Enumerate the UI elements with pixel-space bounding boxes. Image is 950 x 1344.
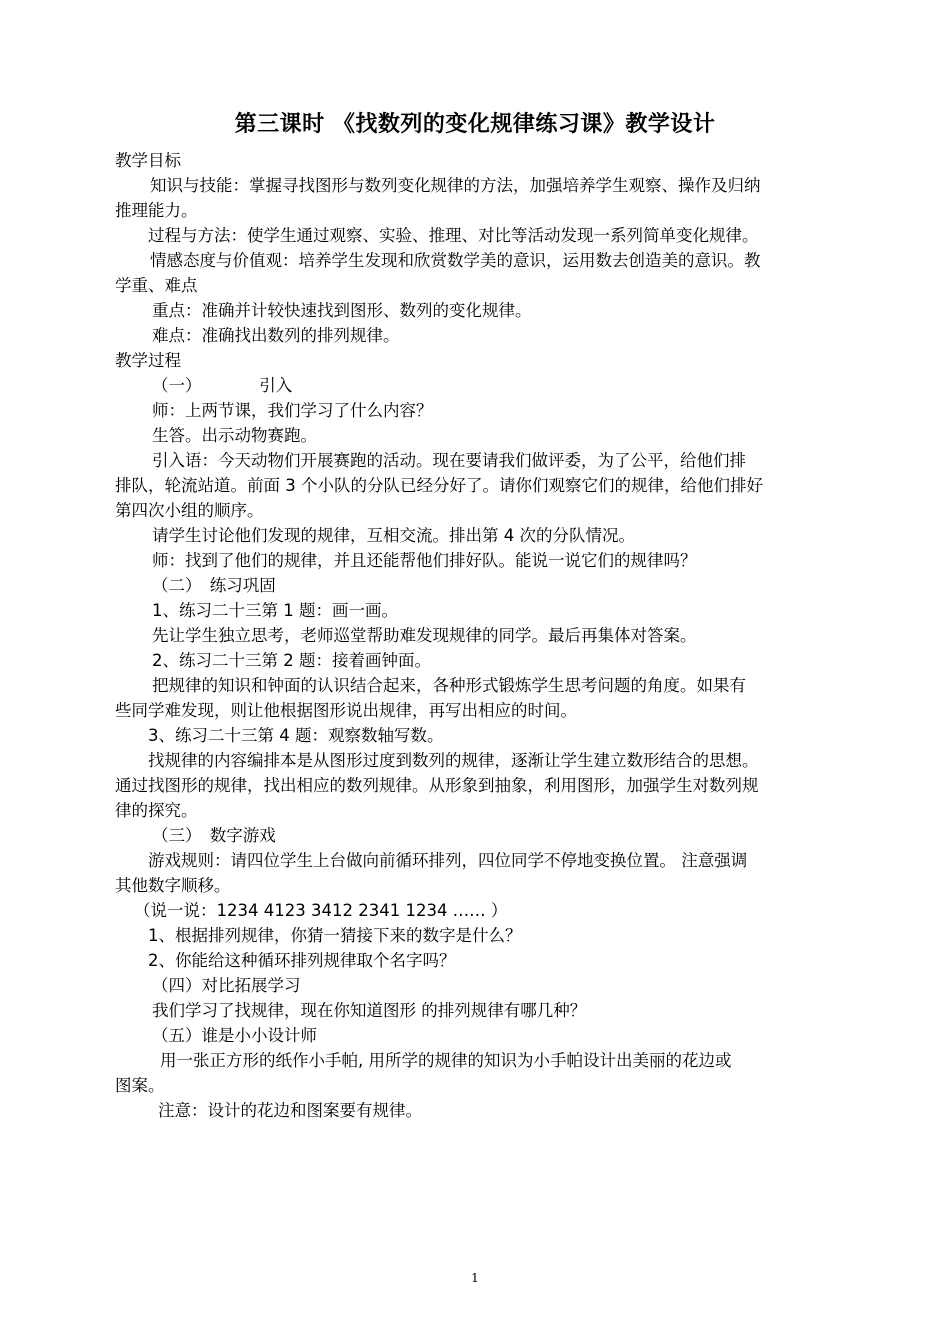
- paragraph-line: 1、练习二十三第 1 题：画一画。: [152, 601, 398, 620]
- paragraph-line: 3、练习二十三第 4 题：观察数轴写数。: [148, 726, 444, 745]
- paragraph-line: 难点：准确找出数列的排列规律。: [152, 326, 400, 345]
- paragraph-line: 找规律的内容编排本是从图形过度到数列的规律，逐渐让学生建立数形结合的思想。: [148, 751, 759, 770]
- page-number: 1: [471, 1271, 479, 1285]
- paragraph-line: 1、根据排列规律，你猜一猜接下来的数字是什么？: [148, 926, 522, 945]
- paragraph-line: 其他数字顺移。: [115, 876, 231, 895]
- paragraph-line: 引入语：今天动物们开展赛跑的活动。现在要请我们做评委，为了公平，给他们排: [152, 451, 746, 470]
- paragraph-line: （说一说：1234 4123 3412 2341 1234 …… ）: [134, 901, 508, 920]
- paragraph-line: 图案。: [115, 1076, 165, 1095]
- paragraph-line: 师：找到了他们的规律，并且还能帮他们排好队。能说一说它们的规律吗？: [152, 551, 697, 570]
- subsection-heading: （五）谁是小小设计师: [152, 1026, 317, 1045]
- subsection-heading: （三） 数字游戏: [152, 826, 276, 845]
- paragraph-line: 排队，轮流站道。前面 3 个小队的分队已经分好了。请你们观察它们的规律，给他们排好: [115, 476, 763, 495]
- subsection-heading: （二） 练习巩固: [152, 576, 276, 595]
- subsection-heading: （四）对比拓展学习: [152, 976, 301, 995]
- paragraph-line: 学重、难点: [115, 276, 198, 295]
- subsection-heading: （一） 引入: [152, 376, 293, 395]
- paragraph-line: 注意：设计的花边和图案要有规律。: [158, 1101, 422, 1120]
- paragraph-line: 生答。出示动物赛跑。: [152, 426, 317, 445]
- paragraph-line: 知识与技能：掌握寻找图形与数列变化规律的方法，加强培养学生观察、操作及归纳: [150, 176, 761, 195]
- document-title: 第三课时 《找数列的变化规律练习课》教学设计: [234, 112, 716, 137]
- paragraph-line: 2、你能给这种循环排列规律取个名字吗？: [148, 951, 456, 970]
- paragraph-line: 请学生讨论他们发现的规律，互相交流。排出第 4 次的分队情况。: [152, 526, 635, 545]
- section-heading-process: 教学过程: [115, 351, 181, 370]
- paragraph-line: 情感态度与价值观：培养学生发现和欣赏数学美的意识，运用数去创造美的意识。教: [150, 251, 761, 270]
- paragraph-line: 重点：准确并计较快速找到图形、数列的变化规律。: [152, 301, 532, 320]
- paragraph-line: 过程与方法：使学生通过观察、实验、推理、对比等活动发现一系列简单变化规律。: [148, 226, 759, 245]
- paragraph-line: 游戏规则：请四位学生上台做向前循环排列，四位同学不停地变换位置。 注意强调: [148, 851, 748, 870]
- paragraph-line: 推理能力。: [115, 201, 198, 220]
- paragraph-line: 把规律的知识和钟面的认识结合起来，各种形式锻炼学生思考问题的角度。如果有: [152, 676, 746, 695]
- paragraph-line: 我们学习了找规律，现在你知道图形 的排列规律有哪几种？: [152, 1001, 587, 1020]
- paragraph-line: 律的探究。: [115, 801, 198, 820]
- section-heading-objectives: 教学目标: [115, 151, 181, 170]
- paragraph-line: 通过找图形的规律，找出相应的数列规律。从形象到抽象，利用图形，加强学生对数列规: [115, 776, 759, 795]
- paragraph-line: 先让学生独立思考，老师巡堂帮助难发现规律的同学。最后再集体对答案。: [152, 626, 697, 645]
- paragraph-line: 第四次小组的顺序。: [115, 501, 264, 520]
- paragraph-line: 用一张正方形的纸作小手帕, 用所学的规律的知识为小手帕设计出美丽的花边或: [160, 1051, 732, 1070]
- paragraph-line: 些同学难发现，则让他根据图形说出规律，再写出相应的时间。: [115, 701, 577, 720]
- paragraph-line: 师：上两节课，我们学习了什么内容？: [152, 401, 433, 420]
- paragraph-line: 2、练习二十三第 2 题：接着画钟面。: [152, 651, 431, 670]
